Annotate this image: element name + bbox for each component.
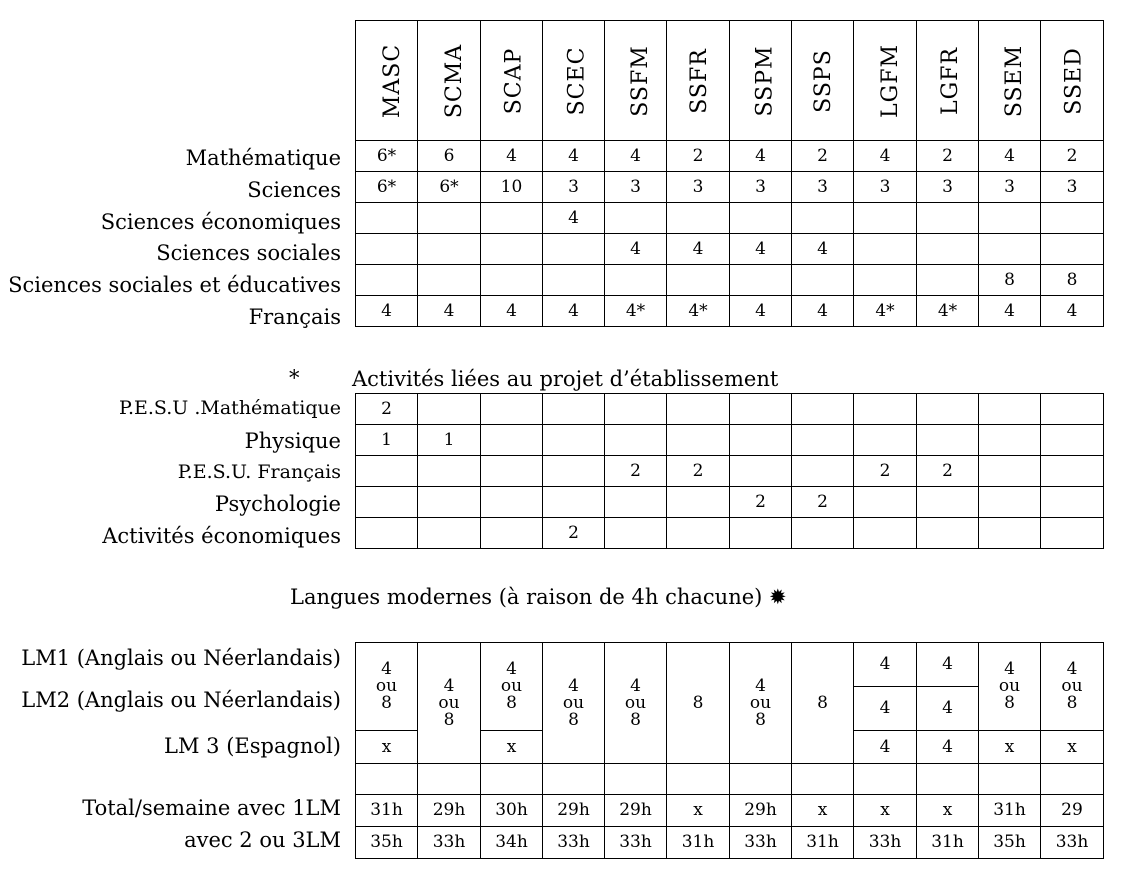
subject-cell (917, 234, 979, 265)
subject-cell: 6* (356, 172, 418, 203)
activity-row (356, 425, 1104, 456)
total-cell: 33h (730, 827, 792, 859)
subject-cell: 6* (418, 172, 481, 203)
lm-cell-ssfr: 8 (667, 643, 730, 764)
blank-row (356, 764, 1104, 795)
activity-cell (1041, 518, 1104, 549)
lm-cell-lgfm-2: 4 (854, 687, 917, 731)
subject-cell: 4 (979, 141, 1041, 172)
lm3-cell-ssed: x (1041, 731, 1104, 764)
column-header: SSEM (979, 21, 1041, 141)
activity-cell (418, 394, 481, 425)
subject-cell: 4 (605, 234, 667, 265)
subject-cell: 4 (605, 141, 667, 172)
subject-cell (481, 203, 543, 234)
activity-cell (356, 487, 418, 518)
subject-cell: 4 (792, 234, 854, 265)
lm3-cell-lgfr: 4 (917, 731, 979, 764)
activity-cell (854, 425, 917, 456)
subject-cell: 3 (792, 172, 854, 203)
activity-cell (917, 487, 979, 518)
subject-cell: 4* (917, 296, 979, 327)
activity-row (356, 394, 1104, 425)
subject-cell (418, 265, 481, 296)
subject-cell: 4 (481, 296, 543, 327)
subject-cell: 10 (481, 172, 543, 203)
lm-cell-lgfr-2: 4 (917, 687, 979, 731)
subject-cell: 8 (1041, 265, 1104, 296)
activity-cell (543, 394, 605, 425)
lm-cell-scma: 4 ou 8 (418, 643, 481, 764)
subject-cell (481, 265, 543, 296)
lm-cell-ssps: 8 (792, 643, 854, 764)
activity-cell (481, 456, 543, 487)
lm1-label: LM1 (Anglais ou Néerlandais) (21, 646, 341, 670)
lm-cell-lgfm-1: 4 (854, 643, 917, 687)
column-header: SSFM (605, 21, 667, 141)
activity-cell (605, 394, 667, 425)
subject-cell: 4 (979, 296, 1041, 327)
activity-row-label: Psychologie (214, 492, 341, 517)
activity-cell: 2 (792, 487, 854, 518)
column-header: SSPM (730, 21, 792, 141)
activity-row (356, 487, 1104, 518)
activity-cell (917, 425, 979, 456)
lm3-label: LM 3 (Espagnol) (164, 734, 341, 758)
subject-cell: 2 (792, 141, 854, 172)
total-cell: 29h (543, 795, 605, 827)
activity-cell (1041, 425, 1104, 456)
subject-row (356, 265, 1104, 296)
total-cell: 29h (605, 795, 667, 827)
subject-cell (356, 265, 418, 296)
subject-cell (730, 203, 792, 234)
activity-cell (543, 456, 605, 487)
subject-row-label: Sciences (247, 177, 341, 202)
activity-cell (1041, 456, 1104, 487)
subject-cell: 4 (543, 203, 605, 234)
activities-table (355, 393, 1104, 549)
subject-cell (356, 234, 418, 265)
total-cell: 31h (792, 827, 854, 859)
total-cell: 33h (854, 827, 917, 859)
column-header: SCMA (418, 21, 481, 141)
subject-cell (418, 234, 481, 265)
activity-cell (356, 456, 418, 487)
subject-row (356, 296, 1104, 327)
activity-cell (979, 518, 1041, 549)
lm-cell-lgfr-1: 4 (917, 643, 979, 687)
activity-cell (917, 394, 979, 425)
column-header: SSPS (792, 21, 854, 141)
subject-cell (854, 234, 917, 265)
subject-cell: 4* (605, 296, 667, 327)
subject-cell: 3 (1041, 172, 1104, 203)
activity-cell (605, 487, 667, 518)
activity-cell (481, 425, 543, 456)
subject-cell: 4 (730, 296, 792, 327)
total-cell: 29h (418, 795, 481, 827)
subject-cell (481, 234, 543, 265)
column-header: LGFM (854, 21, 917, 141)
total-cell: 31h (356, 795, 418, 827)
activity-cell (667, 487, 730, 518)
activity-cell (543, 487, 605, 518)
subject-cell: 6 (418, 141, 481, 172)
subject-row-label: Français (248, 305, 341, 329)
lm-cell-scap: 4 ou 8 (481, 643, 543, 731)
activity-cell (979, 425, 1041, 456)
column-header: SCAP (481, 21, 543, 141)
activity-cell: 2 (543, 518, 605, 549)
subject-cell: 4 (792, 296, 854, 327)
subject-cell (917, 203, 979, 234)
activity-cell (543, 425, 605, 456)
total-cell: 34h (481, 827, 543, 859)
activity-cell (667, 518, 730, 549)
activity-cell (730, 456, 792, 487)
lm-cell-ssem: 4 ou 8 (979, 643, 1041, 731)
activity-cell (1041, 394, 1104, 425)
total-cell: 33h (1041, 827, 1104, 859)
subject-cell: 2 (667, 141, 730, 172)
activity-cell (667, 394, 730, 425)
activity-cell: 2 (356, 394, 418, 425)
subject-cell: 8 (979, 265, 1041, 296)
subject-cell (730, 265, 792, 296)
subject-cell (356, 203, 418, 234)
activity-cell: 2 (730, 487, 792, 518)
activity-cell (792, 425, 854, 456)
total-cell: 33h (605, 827, 667, 859)
activity-cell (730, 425, 792, 456)
subject-cell: 3 (917, 172, 979, 203)
column-header: MASC (356, 21, 418, 141)
total-cell: 30h (481, 795, 543, 827)
activity-cell (792, 456, 854, 487)
column-header: LGFR (917, 21, 979, 141)
subject-cell (418, 203, 481, 234)
languages-heading: Langues modernes (à raison de 4h chacune) ✹ (290, 585, 787, 609)
subject-row-label: Mathématique (185, 146, 341, 170)
subject-cell (543, 265, 605, 296)
subject-cell: 2 (1041, 141, 1104, 172)
activity-row-label: P.E.S.U .Mathématique (119, 397, 341, 419)
activity-cell (418, 456, 481, 487)
subject-cell (979, 234, 1041, 265)
subject-row (356, 141, 1104, 172)
subject-row (356, 234, 1104, 265)
activity-cell (917, 518, 979, 549)
activity-cell (979, 394, 1041, 425)
column-header-row (356, 21, 1104, 141)
total-1lm-label: Total/semaine avec 1LM (82, 796, 341, 820)
total-cell: 33h (543, 827, 605, 859)
subject-cell (917, 265, 979, 296)
activity-cell: 2 (605, 456, 667, 487)
subject-cell: 3 (854, 172, 917, 203)
subject-row-label: Sciences sociales et éducatives (8, 273, 341, 298)
activity-cell: 2 (667, 456, 730, 487)
lm-cell-scec: 4 ou 8 (543, 643, 605, 764)
subject-cell: 4* (854, 296, 917, 327)
activity-cell (667, 425, 730, 456)
activity-cell (854, 487, 917, 518)
subject-cell (605, 265, 667, 296)
total-cell: 35h (356, 827, 418, 859)
activity-cell (730, 518, 792, 549)
hours-table (355, 20, 1104, 327)
subject-cell: 4 (418, 296, 481, 327)
activity-cell: 2 (917, 456, 979, 487)
total-cell: 35h (979, 827, 1041, 859)
total-cell: x (854, 795, 917, 827)
activity-cell (481, 394, 543, 425)
subject-cell (792, 203, 854, 234)
subject-cell: 6* (356, 141, 418, 172)
subject-cell: 3 (543, 172, 605, 203)
total-1lm-row (356, 795, 1104, 827)
activity-cell: 2 (854, 456, 917, 487)
activity-cell (418, 518, 481, 549)
lm-cell-ssed: 4 ou 8 (1041, 643, 1104, 731)
activity-cell (356, 518, 418, 549)
total-cell: 33h (418, 827, 481, 859)
subject-cell (667, 203, 730, 234)
activity-cell (854, 394, 917, 425)
subject-row (356, 172, 1104, 203)
subject-cell (543, 234, 605, 265)
lm3-cell-lgfm: 4 (854, 731, 917, 764)
total-2lm-label: avec 2 ou 3LM (184, 828, 341, 852)
subject-cell: 4 (543, 296, 605, 327)
activity-row-label: Activités économiques (102, 524, 341, 549)
total-cell: x (792, 795, 854, 827)
lm2-label: LM2 (Anglais ou Néerlandais) (21, 688, 341, 712)
subject-cell: 4 (1041, 296, 1104, 327)
activity-cell (418, 487, 481, 518)
subject-row (356, 203, 1104, 234)
subject-cell: 3 (979, 172, 1041, 203)
activity-cell (979, 456, 1041, 487)
activity-cell (730, 394, 792, 425)
subject-cell: 4 (667, 234, 730, 265)
column-header: SCEC (543, 21, 605, 141)
total-cell: 29 (1041, 795, 1104, 827)
lm-cell-sspm: 4 ou 8 (730, 643, 792, 764)
activity-row (356, 456, 1104, 487)
activity-cell (792, 518, 854, 549)
activity-row (356, 518, 1104, 549)
activity-cell (605, 518, 667, 549)
total-cell: 31h (917, 827, 979, 859)
subject-cell: 3 (605, 172, 667, 203)
subject-cell (605, 203, 667, 234)
subject-cell: 4 (481, 141, 543, 172)
activity-cell: 1 (356, 425, 418, 456)
lm3-cell-scap: x (481, 731, 543, 764)
subject-cell: 4 (730, 141, 792, 172)
activity-cell (1041, 487, 1104, 518)
subject-cell (854, 265, 917, 296)
subject-cell: 4 (543, 141, 605, 172)
total-cell: x (667, 795, 730, 827)
subject-cell (1041, 234, 1104, 265)
total-cell: 31h (979, 795, 1041, 827)
total-cell: x (917, 795, 979, 827)
activity-row-label: P.E.S.U. Français (177, 460, 341, 483)
subject-cell: 4* (667, 296, 730, 327)
subject-cell: 4 (854, 141, 917, 172)
subject-cell: 4 (356, 296, 418, 327)
activity-row-label: Physique (244, 428, 341, 453)
activity-cell (792, 394, 854, 425)
activity-cell (979, 487, 1041, 518)
total-cell: 29h (730, 795, 792, 827)
subject-row-label: Sciences sociales (156, 241, 341, 266)
lm-cell-ssfm: 4 ou 8 (605, 643, 667, 764)
subject-cell (854, 203, 917, 234)
languages-table (355, 642, 1104, 859)
subject-cell (1041, 203, 1104, 234)
total-cell: 31h (667, 827, 730, 859)
subject-cell: 3 (667, 172, 730, 203)
note-text: Activités liées au projet d’établissement (352, 367, 779, 391)
lm3-cell-ssem: x (979, 731, 1041, 764)
column-header: SSFR (667, 21, 730, 141)
subject-cell (979, 203, 1041, 234)
lm-cell-masc: 4 ou 8 (356, 643, 418, 731)
subject-cell (667, 265, 730, 296)
note-asterisk: * (289, 366, 300, 390)
activity-cell: 1 (418, 425, 481, 456)
total-2lm-row (356, 827, 1104, 859)
activity-cell (481, 487, 543, 518)
subject-cell: 2 (917, 141, 979, 172)
subject-row-label: Sciences économiques (100, 209, 341, 234)
subject-cell (792, 265, 854, 296)
subject-cell: 4 (730, 234, 792, 265)
column-header: SSED (1041, 21, 1104, 141)
activity-cell (481, 518, 543, 549)
activity-cell (605, 425, 667, 456)
lm3-cell-masc: x (356, 731, 418, 764)
activity-cell (854, 518, 917, 549)
subject-cell: 3 (730, 172, 792, 203)
